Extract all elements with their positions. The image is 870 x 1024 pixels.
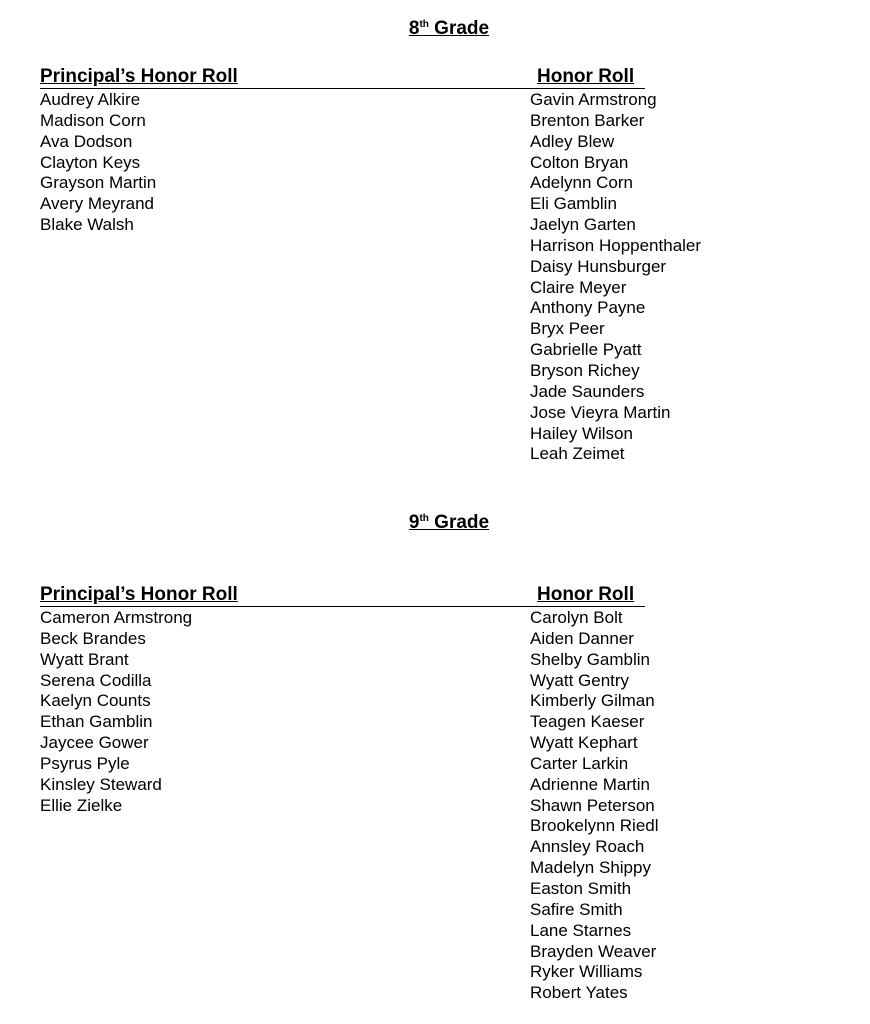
student-name: Wyatt Gentry <box>530 670 630 690</box>
student-name: Ellie Zielke <box>40 795 123 815</box>
student-name: Madelyn Shippy <box>530 858 651 878</box>
student-name: Cameron Armstrong <box>40 608 193 627</box>
grade-8-honor-list <box>530 90 701 465</box>
grade-8-title <box>0 18 870 40</box>
student-name: Safire Smith <box>530 899 623 919</box>
student-name: Clayton Keys <box>40 152 141 172</box>
grade-9-header-row <box>40 584 645 607</box>
student-name: Avery Meyrand <box>40 194 155 214</box>
grade-9-honor-list <box>530 608 659 1004</box>
student-name: Adrienne Martin <box>530 774 651 794</box>
student-name: Hailey Wilson <box>530 423 633 443</box>
grade-9-principals-header: Principal’s Honor Roll <box>40 584 238 605</box>
student-name: Brenton Barker <box>530 110 645 130</box>
student-name: Carolyn Bolt <box>530 608 623 627</box>
student-name: Bryx Peer <box>530 319 605 339</box>
student-name: Carter Larkin <box>530 753 629 773</box>
student-name: Wyatt Kephart <box>530 733 638 753</box>
student-name: Beck Brandes <box>40 628 146 648</box>
student-name: Robert Yates <box>530 983 628 1003</box>
student-name: Kinsley Steward <box>40 774 162 794</box>
student-name: Eli Gamblin <box>530 194 617 214</box>
student-name: Kaelyn Counts <box>40 691 151 711</box>
student-name: Kimberly Gilman <box>530 691 655 711</box>
grade-8-suffix: th <box>419 19 429 30</box>
grade-8-principals-header: Principal’s Honor Roll <box>40 66 238 87</box>
student-name: Gabrielle Pyatt <box>530 340 642 360</box>
student-name: Gavin Armstrong <box>530 90 657 109</box>
grade-9-suffix: th <box>419 513 429 524</box>
student-name: Serena Codilla <box>40 670 152 690</box>
student-name: Teagen Kaeser <box>530 712 645 732</box>
grade-8-honor-header: Honor Roll <box>537 66 635 87</box>
student-name: Blake Walsh <box>40 215 134 235</box>
student-name: Jaelyn Garten <box>530 215 636 235</box>
student-name: Wyatt Brant <box>40 649 129 669</box>
student-name: Brookelynn Riedl <box>530 816 659 836</box>
student-name: Madison Corn <box>40 110 146 130</box>
student-name: Claire Meyer <box>530 277 627 297</box>
grade-9-honor-header: Honor Roll <box>537 584 635 605</box>
grade-9-title <box>0 512 870 534</box>
student-name: Shawn Peterson <box>530 795 655 815</box>
student-name: Harrison Hoppenthaler <box>530 235 702 255</box>
student-name: Ava Dodson <box>40 131 133 151</box>
student-name: Jade Saunders <box>530 381 645 401</box>
grade-8-principals-list <box>40 90 156 236</box>
student-name: Lane Starnes <box>530 920 632 940</box>
grade-8-number: 8 <box>408 18 420 39</box>
grade-9-principals-list <box>40 608 192 816</box>
student-name: Colton Bryan <box>530 152 629 172</box>
grade-8-header-row <box>40 66 645 89</box>
student-name: Leah Zeimet <box>530 444 625 464</box>
student-name: Bryson Richey <box>530 360 640 380</box>
student-name: Shelby Gamblin <box>530 649 651 669</box>
student-name: Easton Smith <box>530 878 632 898</box>
student-name: Aiden Danner <box>530 628 634 648</box>
student-name: Ryker Williams <box>530 962 643 982</box>
student-name: Adelynn Corn <box>530 173 634 193</box>
student-name: Daisy Hunsburger <box>530 256 667 276</box>
student-name: Jose Vieyra Martin <box>530 402 671 422</box>
student-name: Adley Blew <box>530 131 615 151</box>
student-name: Audrey Alkire <box>40 90 141 109</box>
student-name: Anthony Payne <box>530 298 646 318</box>
student-name: Jaycee Gower <box>40 733 149 753</box>
student-name: Grayson Martin <box>40 173 157 193</box>
grade-9-number: 9 <box>408 512 420 533</box>
student-name: Ethan Gamblin <box>40 712 153 732</box>
student-name: Psyrus Pyle <box>40 753 130 773</box>
student-name: Brayden Weaver <box>530 941 657 961</box>
grade-8-label: Grade <box>428 18 490 39</box>
student-name: Annsley Roach <box>530 837 645 857</box>
grade-9-label: Grade <box>428 512 490 533</box>
